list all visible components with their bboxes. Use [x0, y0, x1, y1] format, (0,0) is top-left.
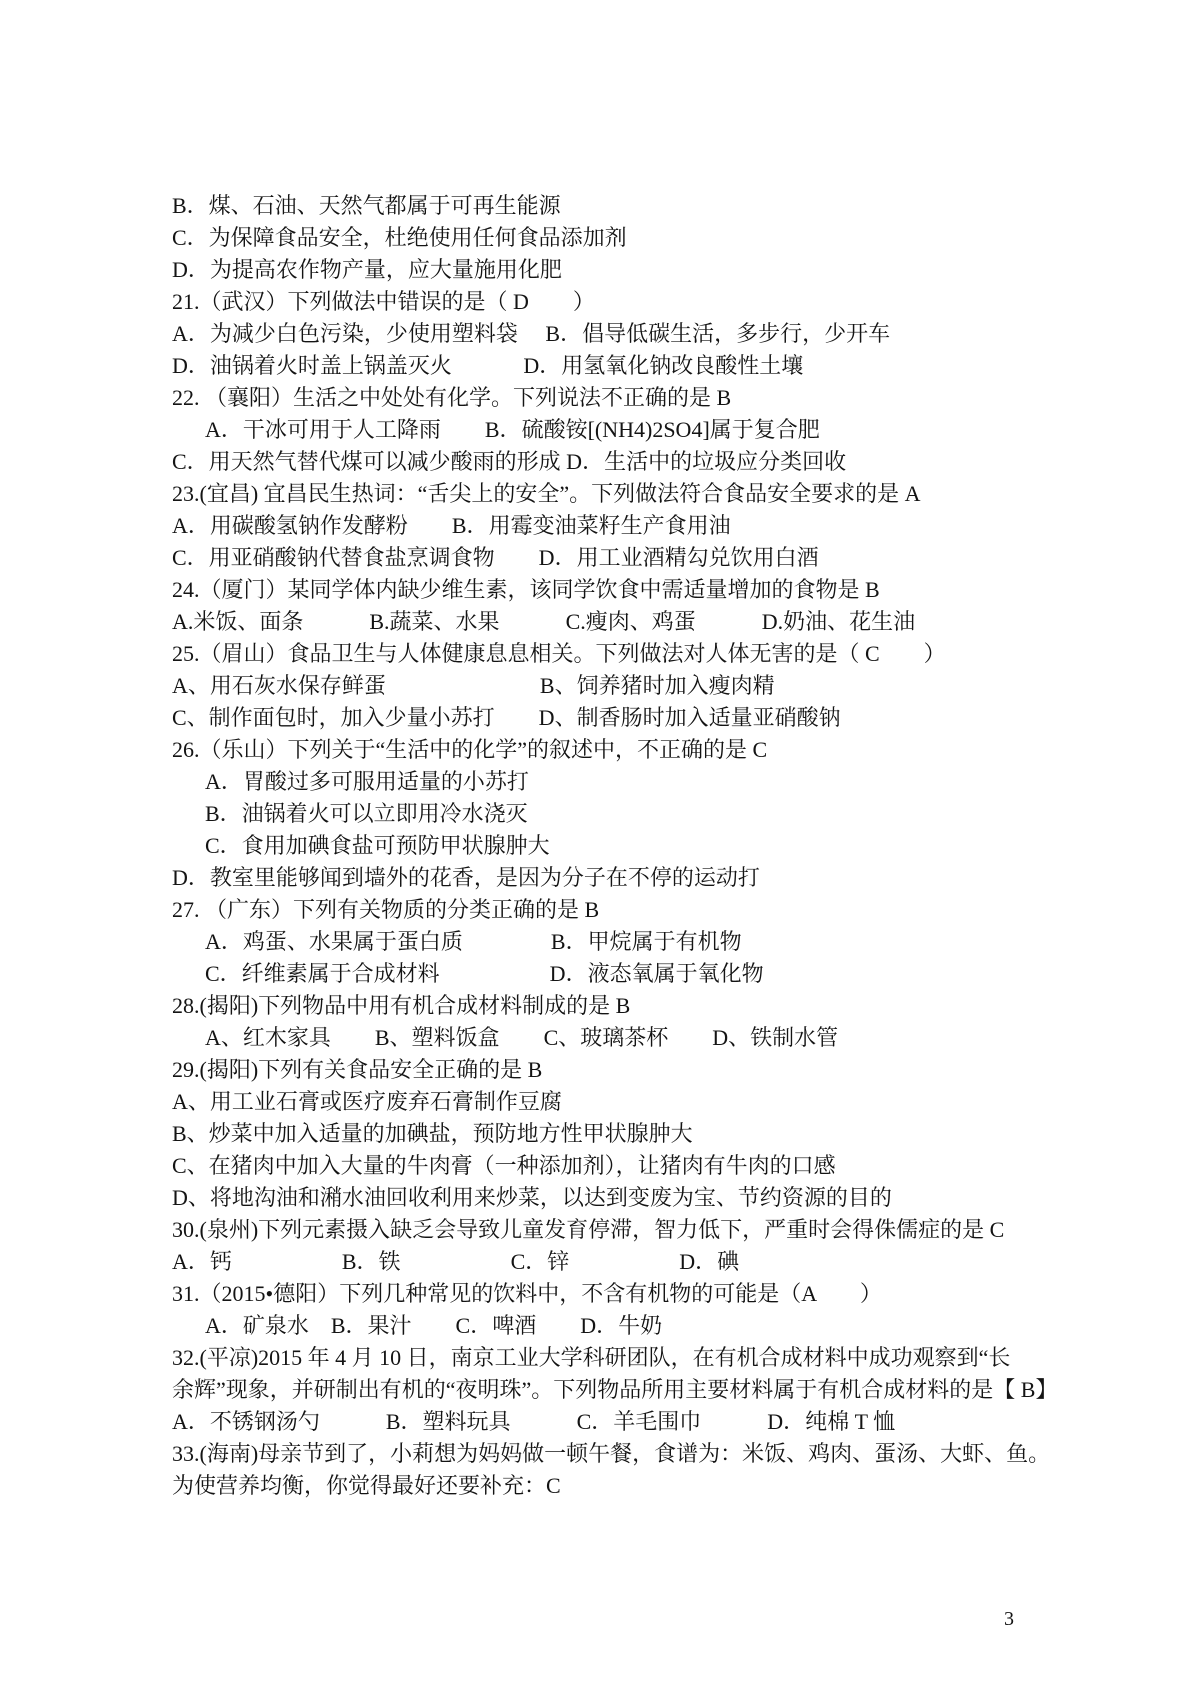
text-line: 26.（乐山）下列关于“生活中的化学”的叙述中，不正确的是 C [172, 737, 768, 762]
text-line: 22. （襄阳）生活之中处处有化学。下列说法不正确的是 B [172, 385, 732, 410]
text-line: 余辉”现象，并研制出有机的“夜明珠”。下列物品所用主要材料属于有机合成材料的是【 B】 [172, 1377, 1058, 1402]
text-line: A、用工业石膏或医疗废弃石膏制作豆腐 [172, 1089, 562, 1114]
text-line: A．不锈钢汤勺 B．塑料玩具 C．羊毛围巾 D．纯棉 T 恤 [172, 1409, 896, 1434]
text-line: 为使营养均衡，你觉得最好还要补充：C [172, 1473, 561, 1498]
text-line: D．为提高农作物产量，应大量施用化肥 [172, 257, 562, 282]
text-line: C．食用加碘食盐可预防甲状腺肿大 [205, 833, 550, 858]
text-line: D、将地沟油和潲水油回收利用来炒菜，以达到变废为宝、节约资源的目的 [172, 1185, 892, 1210]
text-line: A.米饭、面条 B.蔬菜、水果 C.瘦肉、鸡蛋 D.奶油、花生油 [172, 609, 916, 634]
page-number: 3 [1004, 1608, 1014, 1630]
text-line: A．胃酸过多可服用适量的小苏打 [205, 769, 529, 794]
text-line: C．纤维素属于合成材料 D．液态氧属于氧化物 [205, 961, 764, 986]
text-line: A．为减少白色污染，少使用塑料袋 B．倡导低碳生活，多步行，少开车 [172, 321, 891, 346]
text-line: A．钙 B．铁 C．锌 D．碘 [172, 1249, 740, 1274]
text-line: 32.(平凉)2015 年 4 月 10 日，南京工业大学科研团队，在有机合成材料中成功观察到“长 [172, 1345, 1011, 1370]
text-line: 23.(宜昌) 宜昌民生热词：“舌尖上的安全”。下列做法符合食品安全要求的是 A [172, 481, 921, 506]
text-line: B．煤、石油、天然气都属于可再生能源 [172, 193, 561, 218]
text-line: A．矿泉水 B．果汁 C．啤酒 D．牛奶 [205, 1313, 663, 1338]
text-line: B、炒菜中加入适量的加碘盐，预防地方性甲状腺肿大 [172, 1121, 693, 1146]
text-line: 21.（武汉）下列做法中错误的是（ D ） [172, 289, 595, 314]
text-line: D．教室里能够闻到墙外的花香，是因为分子在不停的运动打 [172, 865, 760, 890]
text-line: 27. （广东）下列有关物质的分类正确的是 B [172, 897, 600, 922]
text-line: C、在猪肉中加入大量的牛肉膏（一种添加剂），让猪肉有牛肉的口感 [172, 1153, 836, 1178]
text-line: A、红木家具 B、塑料饭盒 C、玻璃茶杯 D、铁制水管 [205, 1025, 839, 1050]
text-line: 29.(揭阳)下列有关食品安全正确的是 B [172, 1057, 543, 1082]
text-line: 33.(海南)母亲节到了，小莉想为妈妈做一顿午餐，食谱为：米饭、鸡肉、蛋汤、大虾、鱼。 [172, 1441, 1051, 1466]
text-line: 30.(泉州)下列元素摄入缺乏会导致儿童发育停滞，智力低下，严重时会得侏儒症的是 C [172, 1217, 1005, 1242]
document-lines [172, 190, 1072, 1502]
text-line: 28.(揭阳)下列物品中用有机合成材料制成的是 B [172, 993, 631, 1018]
text-line: 31.（2015•德阳）下列几种常见的饮料中，不含有机物的可能是（A ） [172, 1281, 882, 1306]
text-line: A．用碳酸氢钠作发酵粉 B．用霉变油菜籽生产食用油 [172, 513, 731, 538]
text-line: 25.（眉山）食品卫生与人体健康息息相关。下列做法对人体无害的是（ C ） [172, 641, 946, 666]
text-line: 24.（厦门）某同学体内缺少维生素，该同学饮食中需适量增加的食物是 B [172, 577, 880, 602]
text-line: C．为保障食品安全，杜绝使用任何食品添加剂 [172, 225, 627, 250]
text-line: D．油锅着火时盖上锅盖灭火 D．用氢氧化钠改良酸性土壤 [172, 353, 804, 378]
text-line: C、制作面包时，加入少量小苏打 D、制香肠时加入适量亚硝酸钠 [172, 705, 841, 730]
text-line: A．鸡蛋、水果属于蛋白质 B．甲烷属于有机物 [205, 929, 742, 954]
text-line: C．用天然气替代煤可以减少酸雨的形成 D．生活中的垃圾应分类回收 [172, 449, 847, 474]
text-line: A．干冰可用于人工降雨 B．硫酸铵[(NH4)2SO4]属于复合肥 [205, 417, 820, 442]
text-line: A、用石灰水保存鲜蛋 B、饲养猪时加入瘦肉精 [172, 673, 775, 698]
text-line: C．用亚硝酸钠代替食盐烹调食物 D．用工业酒精勾兑饮用白酒 [172, 545, 819, 570]
text-line: B．油锅着火可以立即用冷水浇灭 [205, 801, 528, 826]
